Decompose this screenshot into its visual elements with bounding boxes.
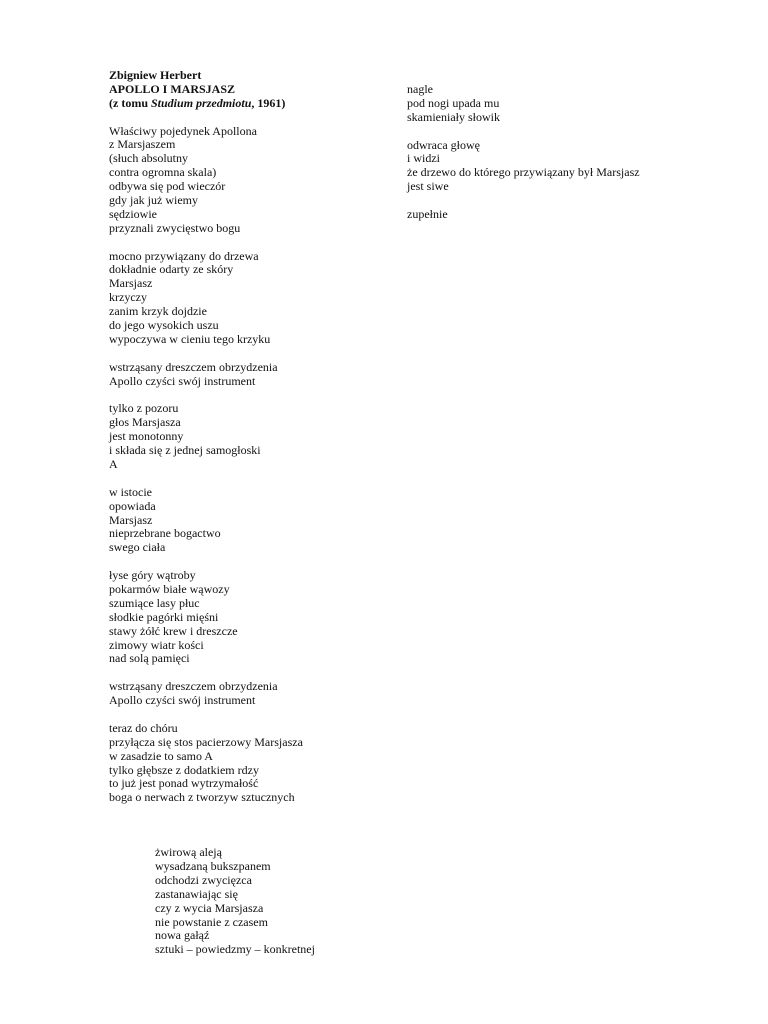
poem-line: sędziowie — [109, 206, 157, 221]
poem-line: mocno przywiązany do drzewa — [109, 248, 259, 263]
poem-line: słodkie pagórki mięśni — [109, 609, 219, 624]
stanza — [407, 208, 707, 222]
source-suffix: , 1961) — [251, 95, 286, 110]
poem-line: w zasadzie to samo A — [109, 748, 213, 763]
poem-line: nie powstanie z czasem — [155, 914, 268, 929]
poem-line: boga o nerwach z tworzyw sztucznych — [109, 790, 295, 805]
poem-line: sztuki – powiedzmy – konkretnej — [155, 942, 315, 957]
poem-line: to już jest ponad wytrzymałość — [109, 776, 259, 791]
poem-line: Apollo czyści swój instrument — [109, 693, 256, 708]
poem-line: że drzewo do którego przywiązany był Marsjasz — [407, 165, 640, 180]
poem-line: i widzi — [407, 151, 440, 166]
stanza — [109, 402, 399, 471]
right-stanzas — [407, 83, 707, 222]
right-column — [407, 83, 707, 236]
stanza — [109, 250, 399, 347]
stanza — [109, 125, 399, 236]
poem-line: Marsjasz — [109, 512, 153, 527]
poem-line: krzyczy — [109, 290, 147, 305]
poem-line: skamieniały słowik — [407, 109, 500, 124]
source-prefix: (z tomu — [109, 95, 151, 110]
poem-line: contra ogromna skala) — [109, 165, 217, 180]
poem-line: pod nogi upada mu — [407, 95, 500, 110]
poem-line: wysadzaną bukszpanem — [155, 858, 271, 873]
author-name: Zbigniew Herbert — [109, 68, 202, 82]
stanza — [109, 486, 399, 555]
poem-line: (słuch absolutny — [109, 151, 188, 166]
poem-line: nieprzebrane bogactwo — [109, 526, 221, 541]
poem-header — [109, 69, 399, 111]
poem-line: Marsjasz — [109, 276, 153, 291]
poem-line: zastanawiając się — [155, 886, 238, 901]
poem-line: szumiące lasy płuc — [109, 595, 200, 610]
poem-line: zanim krzyk dojdzie — [109, 304, 207, 319]
poem-line: do jego wysokich uszu — [109, 318, 219, 333]
poem-line: wstrząsany dreszczem obrzydzenia — [109, 359, 278, 374]
poem-line: jest siwe — [407, 179, 449, 194]
poem-line: nagle — [407, 82, 433, 96]
stanza — [109, 569, 399, 666]
poem-line: tylko głębsze z dodatkiem rdzy — [109, 762, 259, 777]
poem-line: A — [109, 456, 118, 471]
poem-line: wstrząsany dreszczem obrzydzenia — [109, 679, 278, 694]
stanza-gap — [109, 819, 399, 846]
poem-line: dokładnie odarty ze skóry — [109, 262, 234, 277]
indented-stanza — [155, 846, 399, 957]
poem-line: odwraca głowę — [407, 137, 480, 152]
poem-line: swego ciała — [109, 540, 166, 555]
left-stanzas — [109, 125, 399, 806]
poem-line: przyłącza się stos pacierzowy Marsjasza — [109, 734, 303, 749]
poem-source — [109, 97, 399, 111]
poem-line: zimowy wiatr kości — [109, 637, 204, 652]
poem-line: nowa gałąź — [155, 928, 210, 943]
poem-line: łyse góry wątroby — [109, 568, 196, 583]
poem-line: zupełnie — [407, 207, 448, 222]
poem-line: jest monotonny — [109, 429, 184, 444]
poem-line: stawy żółć krew i dreszcze — [109, 623, 238, 638]
source-book-title: Studium przedmiotu — [151, 95, 252, 110]
poem-line: pokarmów białe wąwozy — [109, 581, 230, 596]
stanza — [109, 722, 399, 805]
stanza — [407, 139, 707, 195]
poem-line: przyznali zwycięstwo bogu — [109, 220, 241, 235]
poem-line: opowiada — [109, 498, 156, 513]
stanza — [407, 83, 707, 125]
stanza — [109, 361, 399, 389]
poem-line: czy z wycia Marsjasza — [155, 900, 264, 915]
poem-line: odchodzi zwycięzca — [155, 872, 252, 887]
poem-line: Właściwy pojedynek Apollona — [109, 123, 257, 138]
poem-line: z Marsjaszem — [109, 137, 176, 152]
poem-line: i składa się z jednej samogłoski — [109, 443, 261, 458]
left-column — [109, 69, 399, 957]
poem-line: w istocie — [109, 484, 152, 499]
poem-line: odbywa się pod wieczór — [109, 179, 226, 194]
poem-line: wypoczywa w cieniu tego krzyku — [109, 331, 271, 346]
poem-line: nad solą pamięci — [109, 651, 190, 666]
poem-line: tylko z pozoru — [109, 401, 179, 416]
poem-line: gdy jak już wiemy — [109, 193, 198, 208]
poem-title: APOLLO I MARSJASZ — [109, 81, 236, 96]
poem-line: Apollo czyści swój instrument — [109, 373, 256, 388]
poem-line: żwirową aleją — [155, 845, 222, 860]
poem-line: głos Marsjasza — [109, 415, 181, 430]
stanza — [109, 680, 399, 708]
poem-line: teraz do chóru — [109, 720, 178, 735]
